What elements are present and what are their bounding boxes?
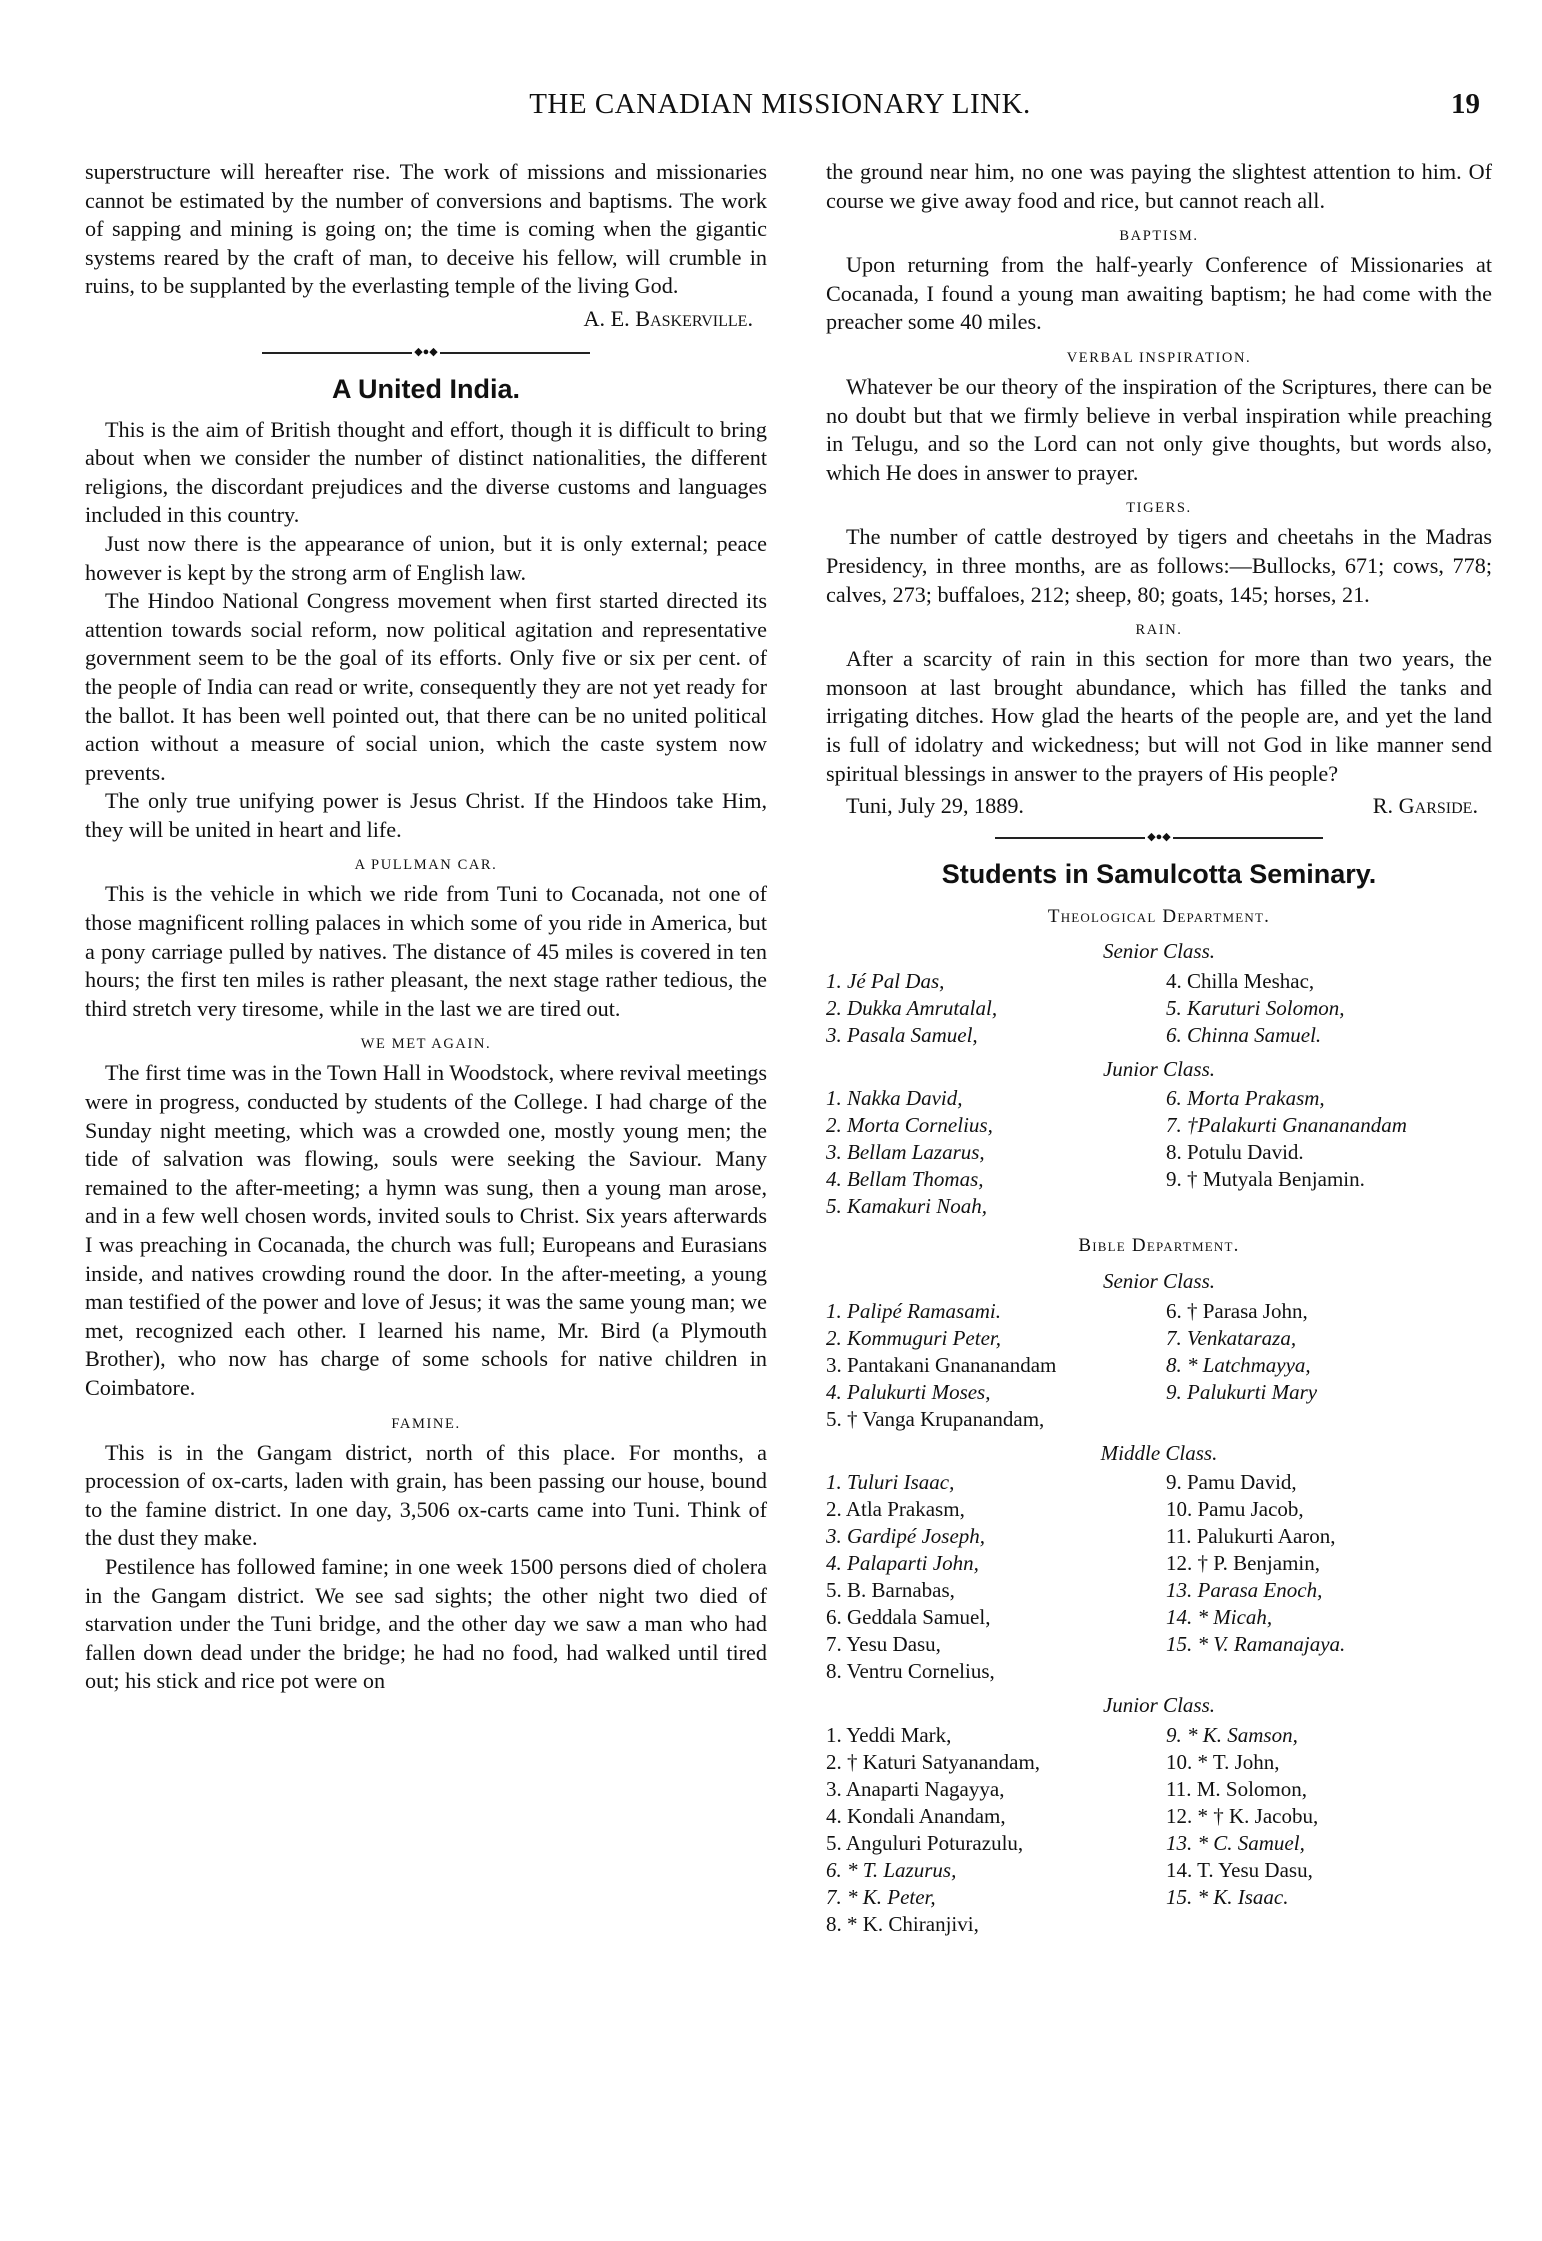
subheading-rain: RAIN. xyxy=(1135,622,1183,639)
student-entry: 4. Kondali Anandam, xyxy=(826,1803,1006,1828)
student-roster xyxy=(826,1085,1492,1220)
student-entry: 6. Chinna Samuel. xyxy=(1166,1022,1322,1047)
student-entry: 2. † Katuri Satyanandam, xyxy=(826,1749,1041,1774)
subheading-verbal-inspiration: VERBAL INSPIRATION. xyxy=(1066,349,1252,366)
student-entry: 8. * K. Chiranjivi, xyxy=(826,1911,979,1936)
student-entry: 3. Pantakani Gnananandam xyxy=(826,1352,1057,1377)
student-entry: 11. M. Solomon, xyxy=(1166,1776,1307,1801)
student-entry: 2. Atla Prakasm, xyxy=(826,1497,965,1522)
continuation-paragraph: the ground near him, no one was paying the slightest attention to him. Of course we give away food and rice, but cannot reach all. xyxy=(826,159,1492,213)
student-entry: 5. B. Barnabas, xyxy=(826,1578,955,1603)
student-entry: 9. Palukurti Mary xyxy=(1166,1379,1318,1404)
student-entry: 7. * K. Peter, xyxy=(826,1884,936,1909)
student-entry: 2. Kommuguri Peter, xyxy=(826,1325,1001,1350)
intro-paragraph: superstructure will hereafter rise. The work of missions and missionaries cannot be estimated by the number of conversions and baptisms. The work of sapping and mining is going on; the time is coming when the gigantic systems reared by the craft of man, to deceive his fellow, will crumble in ruins, to be supplanted by the everlasting temple of the living God. xyxy=(85,159,767,299)
student-entry: 3. Pasala Samuel, xyxy=(826,1022,978,1047)
student-entry xyxy=(1166,1658,1492,1685)
student-roster xyxy=(826,968,1492,1049)
section-divider: ◆●◆ xyxy=(826,825,1492,851)
section-divider: ◆●◆ xyxy=(85,340,767,366)
student-entry: 4. Chilla Meshac, xyxy=(1166,968,1315,993)
student-entry: 9. † Mutyala Benjamin. xyxy=(1166,1167,1365,1192)
rain-paragraph: After a scarcity of rain in this section for more than two years, the monsoon at last brought abundance, which has filled the tanks and irrigating ditches. How glad the hearts of the people are, and yet the land is full of idolatry and wickedness; but will not God in like manner send spiritual blessings in answer to the prayers of His people? xyxy=(826,646,1492,786)
student-entry: 12. * † K. Jacobu, xyxy=(1166,1803,1319,1828)
subheading-baptism: BAPTISM. xyxy=(1119,228,1199,245)
student-entry: 14. * Micah, xyxy=(1166,1605,1273,1630)
running-title: THE CANADIAN MISSIONARY LINK. xyxy=(529,88,1031,120)
student-entry: 1. Yeddi Mark, xyxy=(826,1722,952,1747)
student-entry: 2. Morta Cornelius, xyxy=(826,1113,993,1138)
student-entry: 10. * T. John, xyxy=(1166,1749,1280,1774)
subheading-met-again: WE MET AGAIN. xyxy=(360,1036,492,1053)
article-paragraph: The only true unifying power is Jesus Christ. If the Hindoos take Him, they will be united in heart and life. xyxy=(85,788,767,842)
article-paragraph: The Hindoo National Congress movement when first started directed its attention towards social reform, now political agitation and representative government seem to be the goal of its efforts. Only five or six per cent. of the people of India can read or write, consequently they are not yet ready for the ballot. It has been well pointed out, that there can be no united political action without a measure of social union, which the caste system now prevents. xyxy=(85,588,767,785)
student-entry: 4. Palaparti John, xyxy=(826,1551,979,1576)
student-entry: 9. * K. Samson, xyxy=(1166,1722,1298,1747)
department-heading: Theological Department. xyxy=(1047,905,1271,927)
famine-paragraph: Pestilence has followed famine; in one week 1500 persons died of cholera in the Gangam district. We see sad sights; the other night two died of starvation under the Tuni bridge, and the other day we saw a man who had fallen down dead under the bridge; he had no food, had walked until tired out; his stick and rice pot were on xyxy=(85,1553,767,1694)
article-paragraph: Just now there is the appearance of union, but it is only external; peace however is kept by the strong arm of English law. xyxy=(85,530,767,585)
student-entry: 9. Pamu David, xyxy=(1166,1470,1297,1495)
page-number: 19 xyxy=(1451,88,1480,120)
tigers-paragraph: The number of cattle destroyed by tigers and cheetahs in the Madras Presidency, in three months, are as follows:—Bullocks, 671; cows, 778; calves, 273; buffaloes, 212; sheep, 80; goats, 145; horses, 21. xyxy=(826,524,1492,607)
student-entry: 6. * T. Lazurus, xyxy=(826,1857,957,1882)
student-entry xyxy=(1166,1911,1492,1938)
left-column xyxy=(85,158,767,1696)
student-entry: 10. Pamu Jacob, xyxy=(1166,1497,1304,1522)
article-title: A United India. xyxy=(332,373,520,404)
student-entry: 5. Anguluri Poturazulu, xyxy=(826,1830,1024,1855)
student-entry: 11. Palukurti Aaron, xyxy=(1166,1524,1336,1549)
subheading-pullman-car: A PULLMAN CAR. xyxy=(354,857,498,874)
department-heading: Bible Department. xyxy=(1078,1235,1240,1257)
student-entry: 5. † Vanga Krupanandam, xyxy=(826,1406,1045,1431)
pullman-paragraph: This is the vehicle in which we ride from Tuni to Cocanada, not one of those magnificent rolling palaces in which some of you ride in America, but a pony carriage pulled by natives. The distance of 45 miles is covered in ten hours; the first ten miles is rather pleasant, the next stage rather tedious, the third stretch very tiresome, while in the last we are tired out. xyxy=(85,881,767,1021)
subheading-tigers: TIGERS. xyxy=(1126,500,1192,517)
article-paragraph: This is the aim of British thought and effort, though it is difficult to bring about when we consider the number of distinct nationalities, the different religions, the discordant prejudices and the diverse customs and languages included in this country. xyxy=(85,416,767,528)
student-entry xyxy=(1166,1406,1492,1433)
student-entry: 1. Tuluri Isaac, xyxy=(826,1470,955,1495)
class-heading: Junior Class. xyxy=(1102,1693,1215,1718)
student-entry: 7. Venkataraza, xyxy=(1166,1325,1297,1350)
student-entry: 8. Ventru Cornelius, xyxy=(826,1659,995,1684)
intro-signature: A. E. Baskerville. xyxy=(583,305,753,331)
signature-row xyxy=(826,792,1478,821)
student-entry: 5. Kamakuri Noah, xyxy=(826,1194,988,1219)
student-entry: 14. T. Yesu Dasu, xyxy=(1166,1857,1313,1882)
student-entry: 8. Potulu David. xyxy=(1166,1140,1304,1165)
place-date: Tuni, July 29, 1889. xyxy=(846,793,1024,819)
student-entry: 13. * C. Samuel, xyxy=(1166,1830,1305,1855)
student-entry: 6. Morta Prakasm, xyxy=(1166,1086,1325,1111)
student-roster xyxy=(826,1298,1492,1433)
subheading-famine: FAMINE. xyxy=(391,1415,461,1432)
student-entry: 7. Yesu Dasu, xyxy=(826,1632,941,1657)
met-again-paragraph: The first time was in the Town Hall in Woodstock, where revival meetings were in progress, conducted by students of the College. I had charge of the Sunday night meeting, which was a crowded one, mostly young men; the tide of salvation was flowing, souls were seeking the Saviour. Many remained to the after-meeting; a hymn was sung, then a young man arose, and in a few well chosen words, invited souls to Christ. Six years afterwards I was preaching in Cocanada, the church was full; Europeans and Eurasians inside, and natives crowding round the door. In the after-meeting, a young man testified of the power and love of Jesus; it was the same young man; we met, recognized each other. I learned his name, Mr. Bird (a Plymouth Brother), who now has charge of some schools for native children in Coimbatore. xyxy=(85,1060,767,1400)
student-entry: 6. Geddala Samuel, xyxy=(826,1605,991,1630)
class-heading: Senior Class. xyxy=(1102,939,1215,964)
student-entry: 4. Bellam Thomas, xyxy=(826,1167,984,1192)
student-entry: 15. * V. Ramanajaya. xyxy=(1166,1632,1346,1657)
student-entry: 5. Karuturi Solomon, xyxy=(1166,995,1345,1020)
baptism-paragraph: Upon returning from the half-yearly Conference of Missionaries at Cocanada, I found a young man awaiting baptism; he had come with the preacher some 40 miles. xyxy=(826,252,1492,335)
student-entry: 3. Bellam Lazarus, xyxy=(826,1140,985,1165)
student-entry: 6. † Parasa John, xyxy=(1166,1298,1308,1323)
class-heading: Senior Class. xyxy=(1102,1269,1215,1294)
student-entry: 7. †Palakurti Gnananandam xyxy=(1166,1113,1407,1138)
page-header xyxy=(80,88,1480,128)
student-entry: 1. Palipé Ramasami. xyxy=(826,1298,1001,1323)
student-entry xyxy=(1166,1193,1492,1220)
student-entry: 8. * Latchmayya, xyxy=(1166,1352,1311,1377)
seminary-title: Students in Samulcotta Seminary. xyxy=(941,858,1377,889)
student-entry: 15. * K. Isaac. xyxy=(1166,1884,1289,1909)
famine-paragraph: This is in the Gangam district, north of this place. For months, a procession of ox-carts, laden with grain, has been passing our house, bound to the famine district. In one day, 3,506 ox-carts came into Tuni. Think of the dust they make. xyxy=(85,1439,767,1551)
student-roster xyxy=(826,1469,1492,1685)
student-roster xyxy=(826,1722,1492,1938)
class-heading: Middle Class. xyxy=(1100,1440,1218,1465)
student-entry: 13. Parasa Enoch, xyxy=(1166,1578,1323,1603)
student-entry: 12. † P. Benjamin, xyxy=(1166,1551,1321,1576)
student-entry: 3. Gardipé Joseph, xyxy=(826,1524,986,1549)
student-entry: 1. Jé Pal Das, xyxy=(826,968,945,993)
verbal-paragraph: Whatever be our theory of the inspiration of the Scriptures, there can be no doubt but that we firmly believe in verbal inspiration while preaching in Telugu, and so the Lord can not only give thoughts, but words also, which He does in answer to prayer. xyxy=(826,373,1492,485)
student-entry: 1. Nakka David, xyxy=(826,1086,963,1111)
right-column xyxy=(826,158,1492,1938)
signature: R. Garside. xyxy=(1372,793,1478,819)
class-heading: Junior Class. xyxy=(1102,1056,1215,1081)
student-entry: 4. Palukurti Moses, xyxy=(826,1379,991,1404)
student-entry: 2. Dukka Amrutalal, xyxy=(826,995,998,1020)
student-entry: 3. Anaparti Nagayya, xyxy=(826,1776,1005,1801)
